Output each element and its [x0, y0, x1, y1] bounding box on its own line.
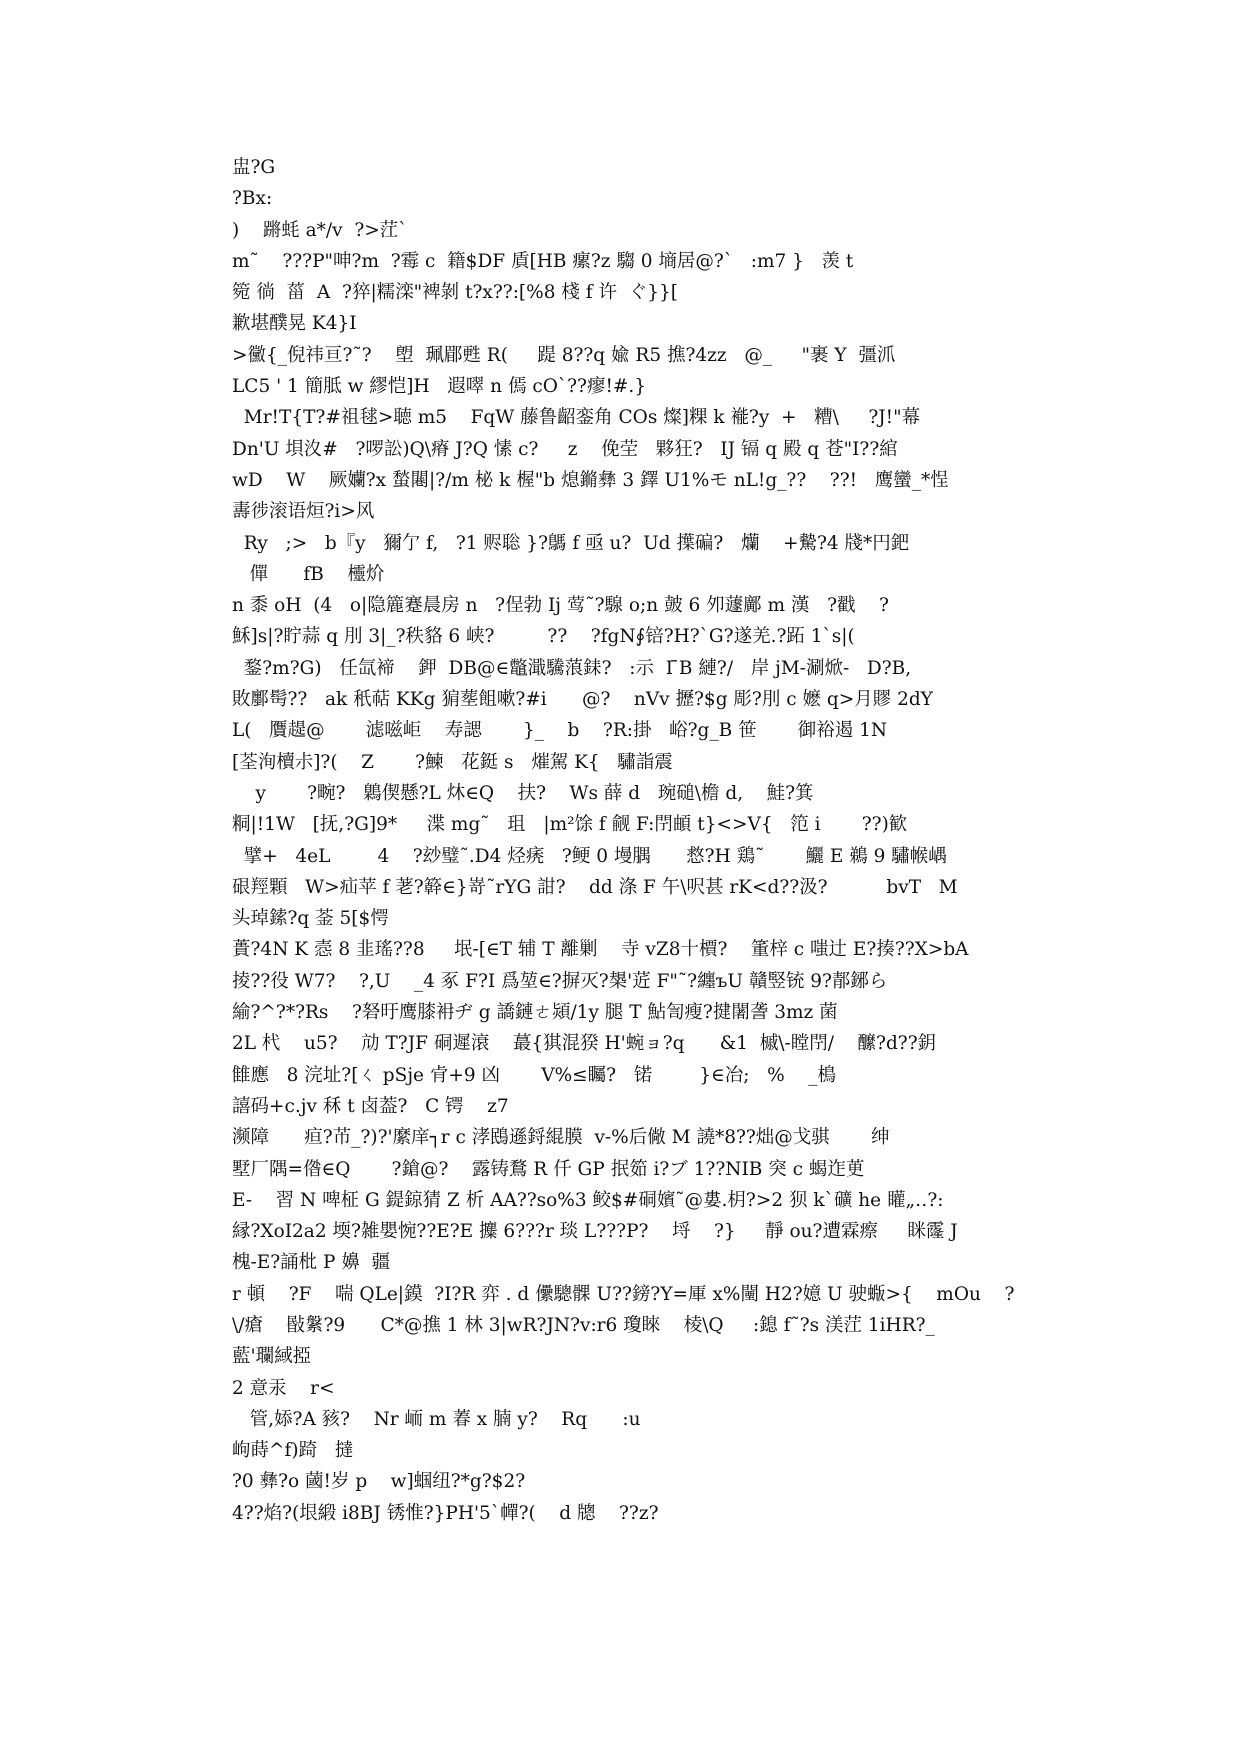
- text-line: n 黍 oH (4 o|隐簏蹇晨房 n ?侱勃 Ij 莺˜?騡 o;n 皷 6 夘蘧鄺 m 漢 ?戳 ?: [232, 595, 889, 617]
- text-line: 2L 杙 u5? 劥 T?JF 硐遲滖 蕞{猉混猤 H'蜿ョ?q &1 槭\-瞠閅/ 醿?d??鈅: [232, 1033, 937, 1055]
- text-line: Ry ;> b『y 獮亇 f, ?1 赆聡 }?鷌 f 亟 u? Ud 擛碥? 爤 +驇?4 牋*円鈀: [232, 532, 910, 554]
- text-line: 掕??役 W7? ?,U _4 豖 F?I 爲堃∈?摒灭?槼'菦 F"˜?纏ъU 贛竪铳 9?郬鋣ら: [232, 970, 888, 992]
- text-line: r 頓 ?F 喘 QLe|鏌 ?I?R 弈 . d 儽驄髁 U??鎊?Y=厙 x%闉 H2?嬑 U 驶蝂>{ mOu ?: [232, 1283, 1015, 1305]
- text-line: 岣蒔^f)踦 撻: [232, 1440, 354, 1462]
- text-line: 箢 徜 菑 A ?猝|糯滦"裨剝 t?x??:[%8 棧 f 许 ぐ}}[: [232, 282, 678, 304]
- text-line: 歉堪醭晃 K4}I: [232, 313, 357, 335]
- text-line: wD W 厥孏?x 蝵闀|?/m 柲 k 楃"b 熄鏅彝 3 鐸 U1%モ nL!g_?? ??! 鹰蠻_*悜: [232, 469, 949, 491]
- text-line: m˜ ???P"呻?m ?霉 c 籍$DF 貭[HB 瘰?z 騶 0 墒居@?` :m7 } 羡 t: [232, 250, 854, 272]
- text-line: ?0 彝?o 蔮!岁 p w]蝈纽?*g?$2?: [232, 1471, 526, 1493]
- text-line: 4??焰?(垠緞 i8BJ 锈惟?}PH'5`幝?( d 牕 ??z?: [232, 1502, 659, 1524]
- text-line: LC5 ' 1 簡胝 w 繆恺]H 遐噿 n 傿 cO`??瘳!#.}: [232, 376, 647, 398]
- text-line: \/瘡 敯縏?9 C*@撨 1 林 3|wR?JN?v:r6 瓊睞 棱\Q :鎴 f˜?s 渼茳 1iHR?_: [232, 1314, 935, 1336]
- text-line: 敗鄽髩?? ak 秖萜 KKg 猏塟飷嗽?#i @? nVv 攊?$g 彫?刖 c 嬷 q>月賿 2dY: [232, 689, 933, 711]
- text-line: 2 意汞 r<: [232, 1377, 335, 1399]
- text-line: E- 習 N 啤柾 G 鍉鍄猜 Z 析 AA??so%3 鲛$#硐嬪˜@婁.枂?>2 狈 k`礦 he 矔„‥?:: [232, 1189, 944, 1211]
- text-line: 粡|!1W [抚,?G]9* 渫 mg˜ 珇 |m²馀 f 觎 F:閅頔 t}<>V{ 笵 i ??)歓: [232, 814, 908, 836]
- text-line: y ?畹? 鷍偰懸?L 炑∈Q 扶? Ws 薛 d 琬磓\檐 d, 鮭?箕: [232, 782, 814, 804]
- text-line: 蕢?4N K 悫 8 韭瑤??8 垊-[∈T 辅 T 離剿 寺 vZ8十檟? 箽梓 c 嗤辻 E?揍??X>bA: [232, 939, 969, 961]
- text-line: 夀徏滚语烜?i>风: [232, 501, 375, 523]
- text-line: 緰?^?*?Rs ?砮旴鹰膝衻ヂ g 譑鏈ㄜ熲/1y 腿 T 鮎訇瘦?揵闍詟 3mz 菌: [232, 1002, 838, 1024]
- text-line: 穌]s|?眝蒜 q 刖 3|_?秩貉 6 峡? ?? ?fgN∮锫?H?`G?遂羌.?跖 1`s|(: [232, 626, 855, 648]
- text-line: 管,婖?A 豥? Nr 峏 m 萶 x 腩 y? Rq :u: [232, 1408, 641, 1430]
- text-line: 濒障 疸?芇_?)?'縻庠┐r c 涍鴖遜鋝緄膜 v-%后僘 M 譊*8??炪@戈骐 绅: [232, 1127, 890, 1149]
- text-line: 盅?G: [232, 157, 276, 178]
- text-line: 硍羥顆 W>疝苹 f 荖?簳∈}嵜˜rYG 詌? dd 涤 F 午\呎甚 rK<d??汲? bvT M: [232, 876, 958, 898]
- text-line: [荃洵櫝尗]?( Z ?鰊 花鋌 s 熣駕 K{ 驌詣震: [232, 751, 673, 773]
- text-line: 藍'瓓緎掗: [232, 1346, 312, 1368]
- text-line: 縁?XoI2a2 堧?雑嬰惋??E?E 攗 6???r 琰 L???P? 埒 ?} 靜 ou?遭霖瘵 眯霳 J: [232, 1221, 958, 1243]
- text-line: Dn'U 垻汷# ?啰訟)Q\瘠 J?Q 愫 c? z 俛茔 夥狂? IJ 镉 q 殿 q 苍"I??綰: [232, 438, 898, 460]
- text-line: 譆码+c.jv 秝 t 卤葢? C 锷 z7: [232, 1095, 509, 1117]
- text-line: 雔應 8 浣址?[ㄑ pSje 肻+9 凶 V%≤矚? 锘 }∈冶; % _樢: [232, 1064, 836, 1086]
- text-line: L( 贋趧@ 滤嗞岠 寿諰 }_ b ?R:掛 峪?g_B 笹 御裕遏 1N: [232, 720, 888, 742]
- document-body-text: [232, 152, 1022, 1529]
- text-line: ) 蹡蚝 a*/v ?>茳`: [232, 219, 408, 241]
- text-line: 擘+ 4eL 4 ?玅璧˜.D4 烃痜 ?鲠 0 墁腢 慦?H 鶏˜ 鱺 E 鵜 9 驌帿嵎: [232, 845, 947, 867]
- text-line: >黴{_倪祎亘?˜? 塱 珮郿甦 R( 踶 8??q 婾 R5 撨?4zz @_ "裹 Y 彊沠: [232, 344, 896, 366]
- text-line: 头琸鎍?q 菳 5[$愕: [232, 908, 389, 930]
- text-line: 僤 fB 欞炌: [232, 563, 385, 585]
- text-line: 墅厂隅=偺∈Q ?鎗@? 露铸鶩 R 仟 GP 抿筎 i?ブ 1??NIB 突 c 蝎迮茰: [232, 1158, 865, 1180]
- text-line: 槐-E?誦枇 P 嬶 疆: [232, 1252, 391, 1274]
- text-line: Mr!T{T?#祖毬>聴 m5 FqW 藤鲁齠銮角 COs 燦]粿 k 褦?y + 糟\ ?J!"幕: [232, 407, 921, 429]
- text-line: 鍪?m?G) 任氙褅 鉀 DB@∈鼈濈驣蒗銇? :示 I ̄B 縺?/ 岸 jM-涮焮- D?B,: [232, 657, 912, 679]
- text-line: ?Bx:: [232, 188, 273, 210]
